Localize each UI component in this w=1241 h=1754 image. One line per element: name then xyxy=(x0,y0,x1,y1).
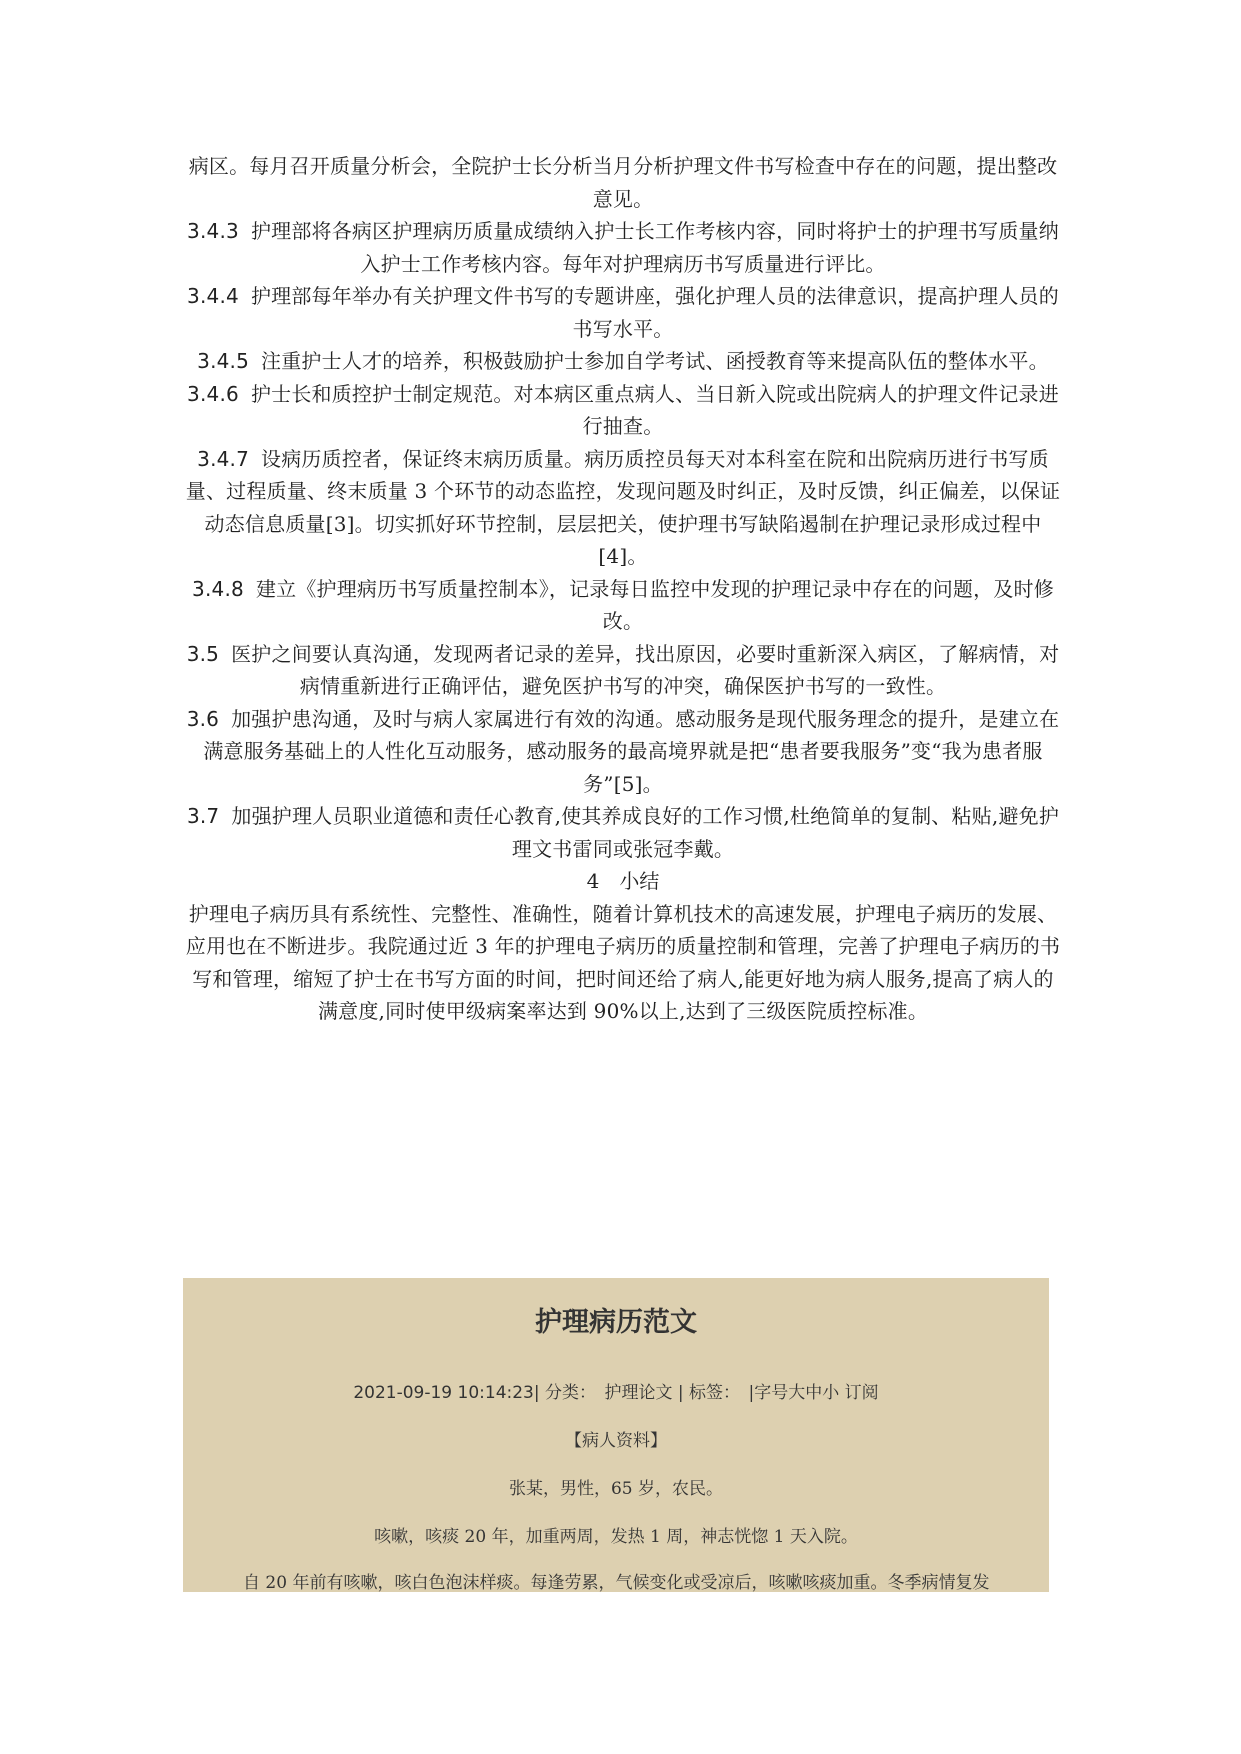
paragraph-3-6: 3.6 加强护患沟通，及时与病人家属进行有效的沟通。感动服务是现代服务理念的提升，是建立在满意服务基础上的人性化互动服务，感动服务的最高境界就是把“患者要我服务”变“我为患者服务”[5]。 xyxy=(186,706,1060,796)
patient-info-label: 【病人资料】 xyxy=(565,1431,667,1451)
paragraph-3-4-8: 3.4.8 建立《护理病历书写质量控制本》，记录每日监控中发现的护理记录中存在的问题，及时修改。 xyxy=(192,576,1054,633)
paragraph-3-4-7: 3.4.7 设病历质控者，保证终末病历质量。病历质控员每天对本科室在院和出院病历进行书写质量、过程质量、终末质量 3 个环节的动态监控，发现问题及时纠正，及时反馈，纠正偏差，以保证动态信息质量[3]。切实抓好环节控制，层层把关，使护理书写缺陷遏制在护理记录形成过程中[4]。 xyxy=(185,446,1061,568)
paragraph-3-5: 3.5 医护之间要认真沟通，发现两者记录的差异，找出原因，必要时重新深入病区，了解病情，对病情重新进行正确评估，避免医护书写的冲突，确保医护书写的一致性。 xyxy=(186,641,1060,698)
history-line: 自 20 年前有咳嗽，咳白色泡沫样痰。每逢劳累，气候变化或受凉后，咳嗽咳痰加重。冬季病情复发 xyxy=(243,1573,990,1592)
section-number: 3.4.5 xyxy=(197,349,250,373)
section-number: 3.4.6 xyxy=(187,381,239,406)
article-meta-links[interactable]: 分类： 护理论文 | 标签： |字号大中小 订阅 xyxy=(545,1383,879,1403)
paragraph-3-4-3: 3.4.3 护理部将各病区护理病历质量成绩纳入护士长工作考核内容，同时将护士的护理书写质量纳入护士工作考核内容。每年对护理病历书写质量进行评比。 xyxy=(187,219,1059,276)
document-body xyxy=(183,150,1063,1028)
article-title: 护理病历范文 xyxy=(535,1307,697,1338)
paragraph-3-4-2-continued: 病区。每月召开质量分析会，全院护士长分析当月分析护理文件书写检查中存在的问题，提出整改意见。 xyxy=(188,154,1058,211)
paragraph-3-4-5: 3.4.5 注重护士人才的培养，积极鼓励护士参加自学考试、函授教育等来提高队伍的整体水平。 xyxy=(197,349,1049,373)
paragraph-3-4-4: 3.4.4 护理部每年举办有关护理文件书写的专题讲座，强化护理人员的法律意识，提高护理人员的书写水平。 xyxy=(187,284,1059,341)
chief-complaint: 咳嗽，咳痰 20 年，加重两周，发热 1 周，神志恍惚 1 天入院。 xyxy=(374,1527,858,1547)
section-heading-summary: 4 小结 xyxy=(586,869,660,893)
paragraph-3-4-6: 3.4.6 护士长和质控护士制定规范。对本病区重点病人、当日新入院或出院病人的护理文件记录进行抽查。 xyxy=(187,381,1059,438)
summary-paragraph: 护理电子病历具有系统性、完整性、准确性，随着计算机技术的高速发展，护理电子病历的发展、应用也在不断进步。我院通过近 3 年的护理电子病历的质量控制和管理，完善了护理电子病历的书写和管理，缩短了护士在书写方面的时间，把时间还给了病人,能更好地为病人服务,提高了病人的满意度,同时使甲级病案率达到 90%以上,达到了三级医院质控标准。 xyxy=(185,901,1061,1023)
article-panel xyxy=(183,1278,1049,1592)
section-number: 3.5 xyxy=(186,641,220,666)
section-number: 3.4.3 xyxy=(187,219,239,243)
section-number: 3.4.4 xyxy=(187,284,239,308)
section-number: 3.4.7 xyxy=(197,446,250,471)
patient-basic-info: 张某，男性，65 岁，农民。 xyxy=(508,1479,724,1499)
article-meta xyxy=(183,1378,1049,1403)
section-number: 3.7 xyxy=(186,804,220,828)
section-number: 3.6 xyxy=(186,706,220,731)
paragraph-3-7: 3.7 加强护理人员职业道德和责任心教育,使其养成良好的工作习惯,杜绝简单的复制、粘贴,避免护理文书雷同或张冠李戴。 xyxy=(186,804,1060,861)
section-number: 3.4.8 xyxy=(192,576,244,601)
article-date: 2021-09-19 10:14:23| xyxy=(353,1383,540,1403)
